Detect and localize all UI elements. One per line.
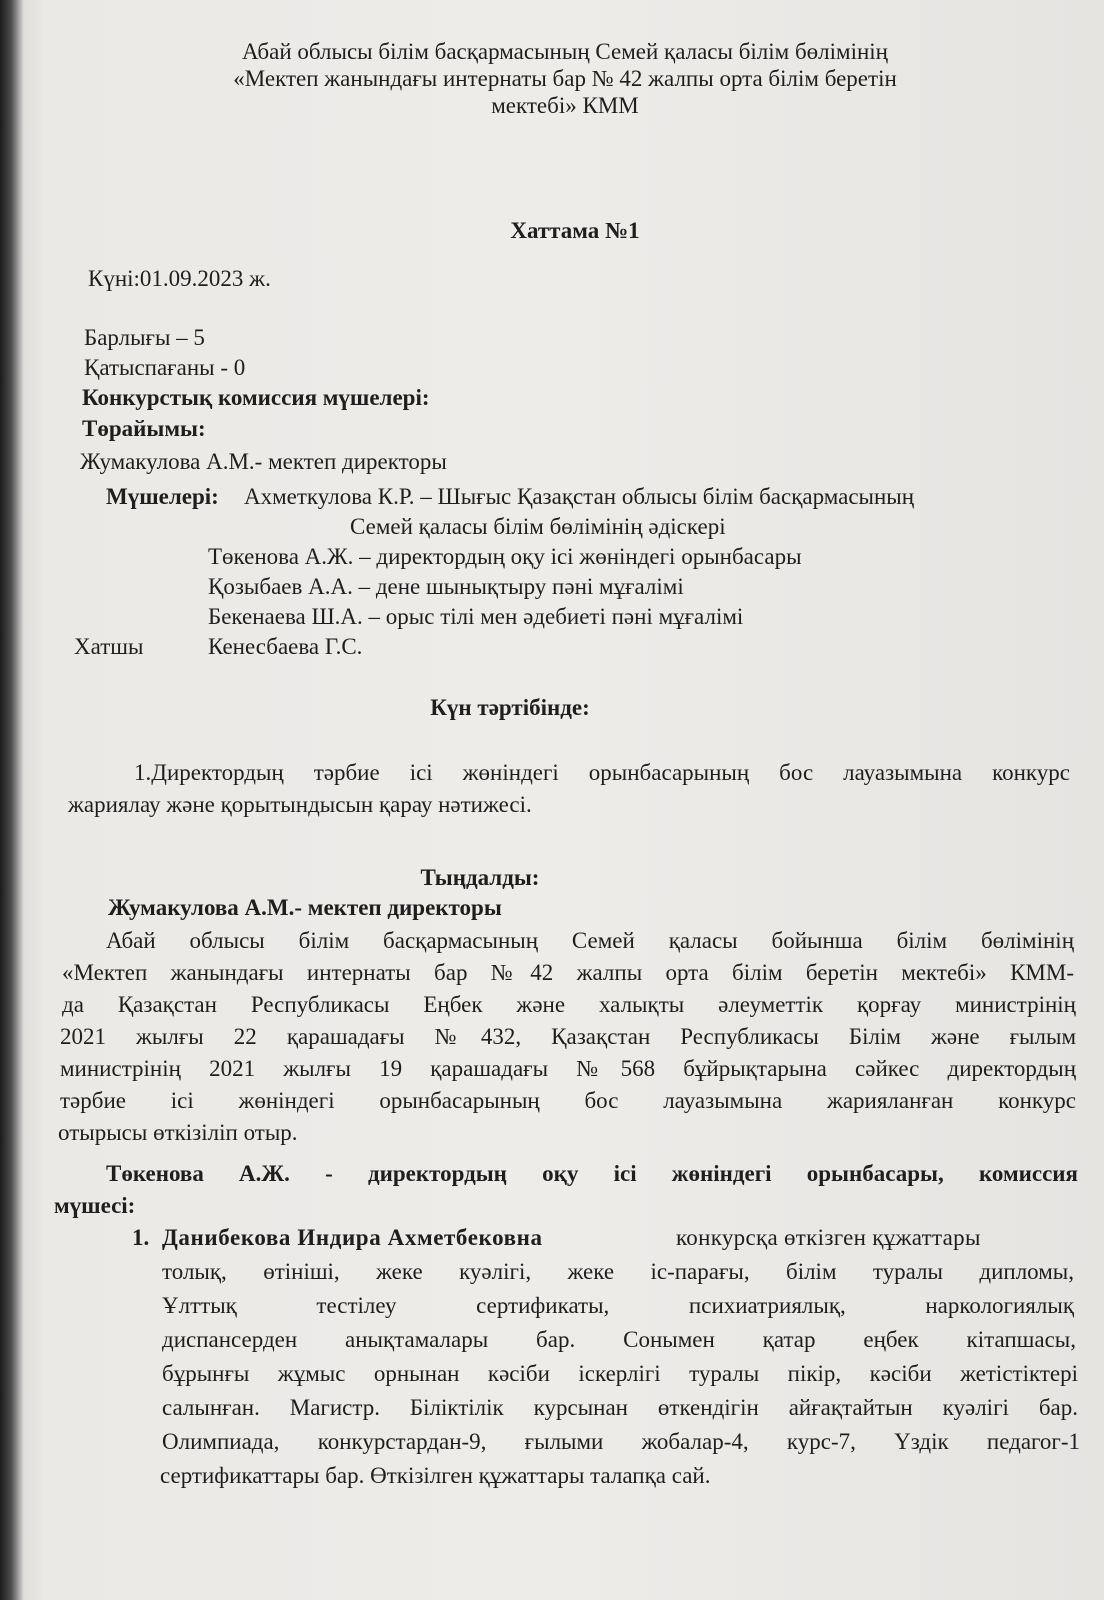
candidate-name: Данибекова Индира Ахметбековна bbox=[162, 1225, 543, 1250]
member-4: Бекенаева Ш.А. – орыс тілі мен әдебиеті пәні мұғалімі bbox=[208, 604, 744, 629]
candidate-line-1-rest: конкурсқа өткізген құжаттары bbox=[676, 1225, 981, 1250]
absent-count: Қатыспағаны - 0 bbox=[84, 355, 246, 380]
speaker-1-line-6: тәрбие ісі жөніндегі орынбасарының бос лауазымына жарияланған конкурс bbox=[60, 1088, 1076, 1113]
candidate-number: 1. bbox=[132, 1225, 150, 1250]
member-1-continued: Семей қаласы білім бөлімінің әдіскері bbox=[350, 514, 726, 539]
candidate-line-6: салынған. Магистр. Біліктілік курсынан өткендігін айғақтайтын куәлігі бар. bbox=[162, 1395, 1078, 1420]
chair-name: Жумакулова А.М.- мектеп директоры bbox=[80, 449, 447, 474]
document-title: Хаттама №1 bbox=[510, 218, 640, 243]
speaker-2-line-2: мүшесі: bbox=[54, 1193, 136, 1218]
speaker-1-line-2: «Мектеп жанындағы интернаты бар №42 жалпы орта білім беретін мектебі» КММ- bbox=[62, 960, 1074, 985]
meeting-date: Күні:01.09.2023 ж. bbox=[88, 266, 271, 291]
member-1: Ахметкулова К.Р. – Шығыс Қазақстан облысы білім басқармасының bbox=[244, 484, 915, 509]
commission-heading: Конкурстық комиссия мүшелері: bbox=[82, 385, 430, 410]
speaker-1-line-1: Абай облысы білім басқармасының Семей қаласы бойынша білім бөлімінің bbox=[106, 928, 1074, 953]
speaker-2-line-1: Төкенова А.Ж. - директордың оқу ісі жөніндегі орынбасары, комиссия bbox=[106, 1161, 1078, 1186]
speaker-1-line-4: 2021 жылғы 22 қарашадағы №432, Қазақстан Республикасы Білім және ғылым bbox=[60, 1024, 1076, 1049]
speaker-1-name: Жумакулова А.М.- мектеп директоры bbox=[108, 895, 502, 920]
chair-heading: Төрайымы: bbox=[82, 416, 206, 441]
document-header bbox=[0, 38, 1104, 119]
header-line-1: Абай облысы білім басқармасының Семей қаласы білім бөлімінің bbox=[241, 39, 888, 64]
heard-heading: Тыңдалды: bbox=[420, 865, 540, 890]
header-line-3: мектебі» КММ bbox=[491, 93, 639, 118]
candidate-line-7: Олимпиада, конкурстардан-9, ғылыми жобалар-4, курс-7, Үздік педагог-1 bbox=[162, 1429, 1080, 1454]
secretary-label: Хатшы bbox=[74, 634, 144, 659]
member-3: Қозыбаев А.А. – дене шынықтыру пәні мұғалімі bbox=[208, 574, 684, 599]
candidate-line-5: бұрынғы жұмыс орнынан кәсіби іскерлігі туралы пікір, кәсіби жетістіктері bbox=[162, 1361, 1078, 1386]
agenda-line-1: 1.Директордың тәрбие ісі жөніндегі орынбасарының бос лауазымына конкурс bbox=[134, 760, 1070, 785]
agenda-heading: Күн тәртібінде: bbox=[430, 695, 590, 720]
members-label: Мүшелері: bbox=[106, 484, 219, 509]
candidate-line-3: Ұлттық тестілеу сертификаты, психиатриялық, наркологиялық bbox=[162, 1293, 1074, 1318]
member-2: Төкенова А.Ж. – директордың оқу ісі жөніндегі орынбасары bbox=[208, 544, 802, 569]
candidate-line-4: диспансерден анықтамалары бар. Сонымен қатар еңбек кітапшасы, bbox=[162, 1327, 1076, 1352]
candidate-line-2: толық, өтініші, жеке куәлігі, жеке іс-парағы, білім туралы дипломы, bbox=[162, 1259, 1074, 1284]
speaker-1-line-3: да Қазақстан Республикасы Еңбек және халықты әлеуметтік қорғау министрінің bbox=[62, 992, 1076, 1017]
agenda-line-2: жариялау және қорытындысын қарау нәтижесі. bbox=[68, 792, 532, 817]
speaker-1-line-5: министрінің 2021 жылғы 19 қарашадағы №568 бұйрықтарына сәйкес директордың bbox=[60, 1056, 1076, 1081]
header-line-2: «Мектеп жанындағы интернаты бар № 42 жалпы орта білім беретін bbox=[233, 66, 897, 91]
secretary-name: Кенесбаева Г.С. bbox=[208, 634, 363, 659]
total-count: Барлығы – 5 bbox=[84, 325, 205, 350]
speaker-1-line-7: отырысы өткізіліп отыр. bbox=[58, 1120, 298, 1145]
candidate-line-8: сертификаттары бар. Өткізілген құжаттары талапқа сай. bbox=[160, 1463, 711, 1488]
